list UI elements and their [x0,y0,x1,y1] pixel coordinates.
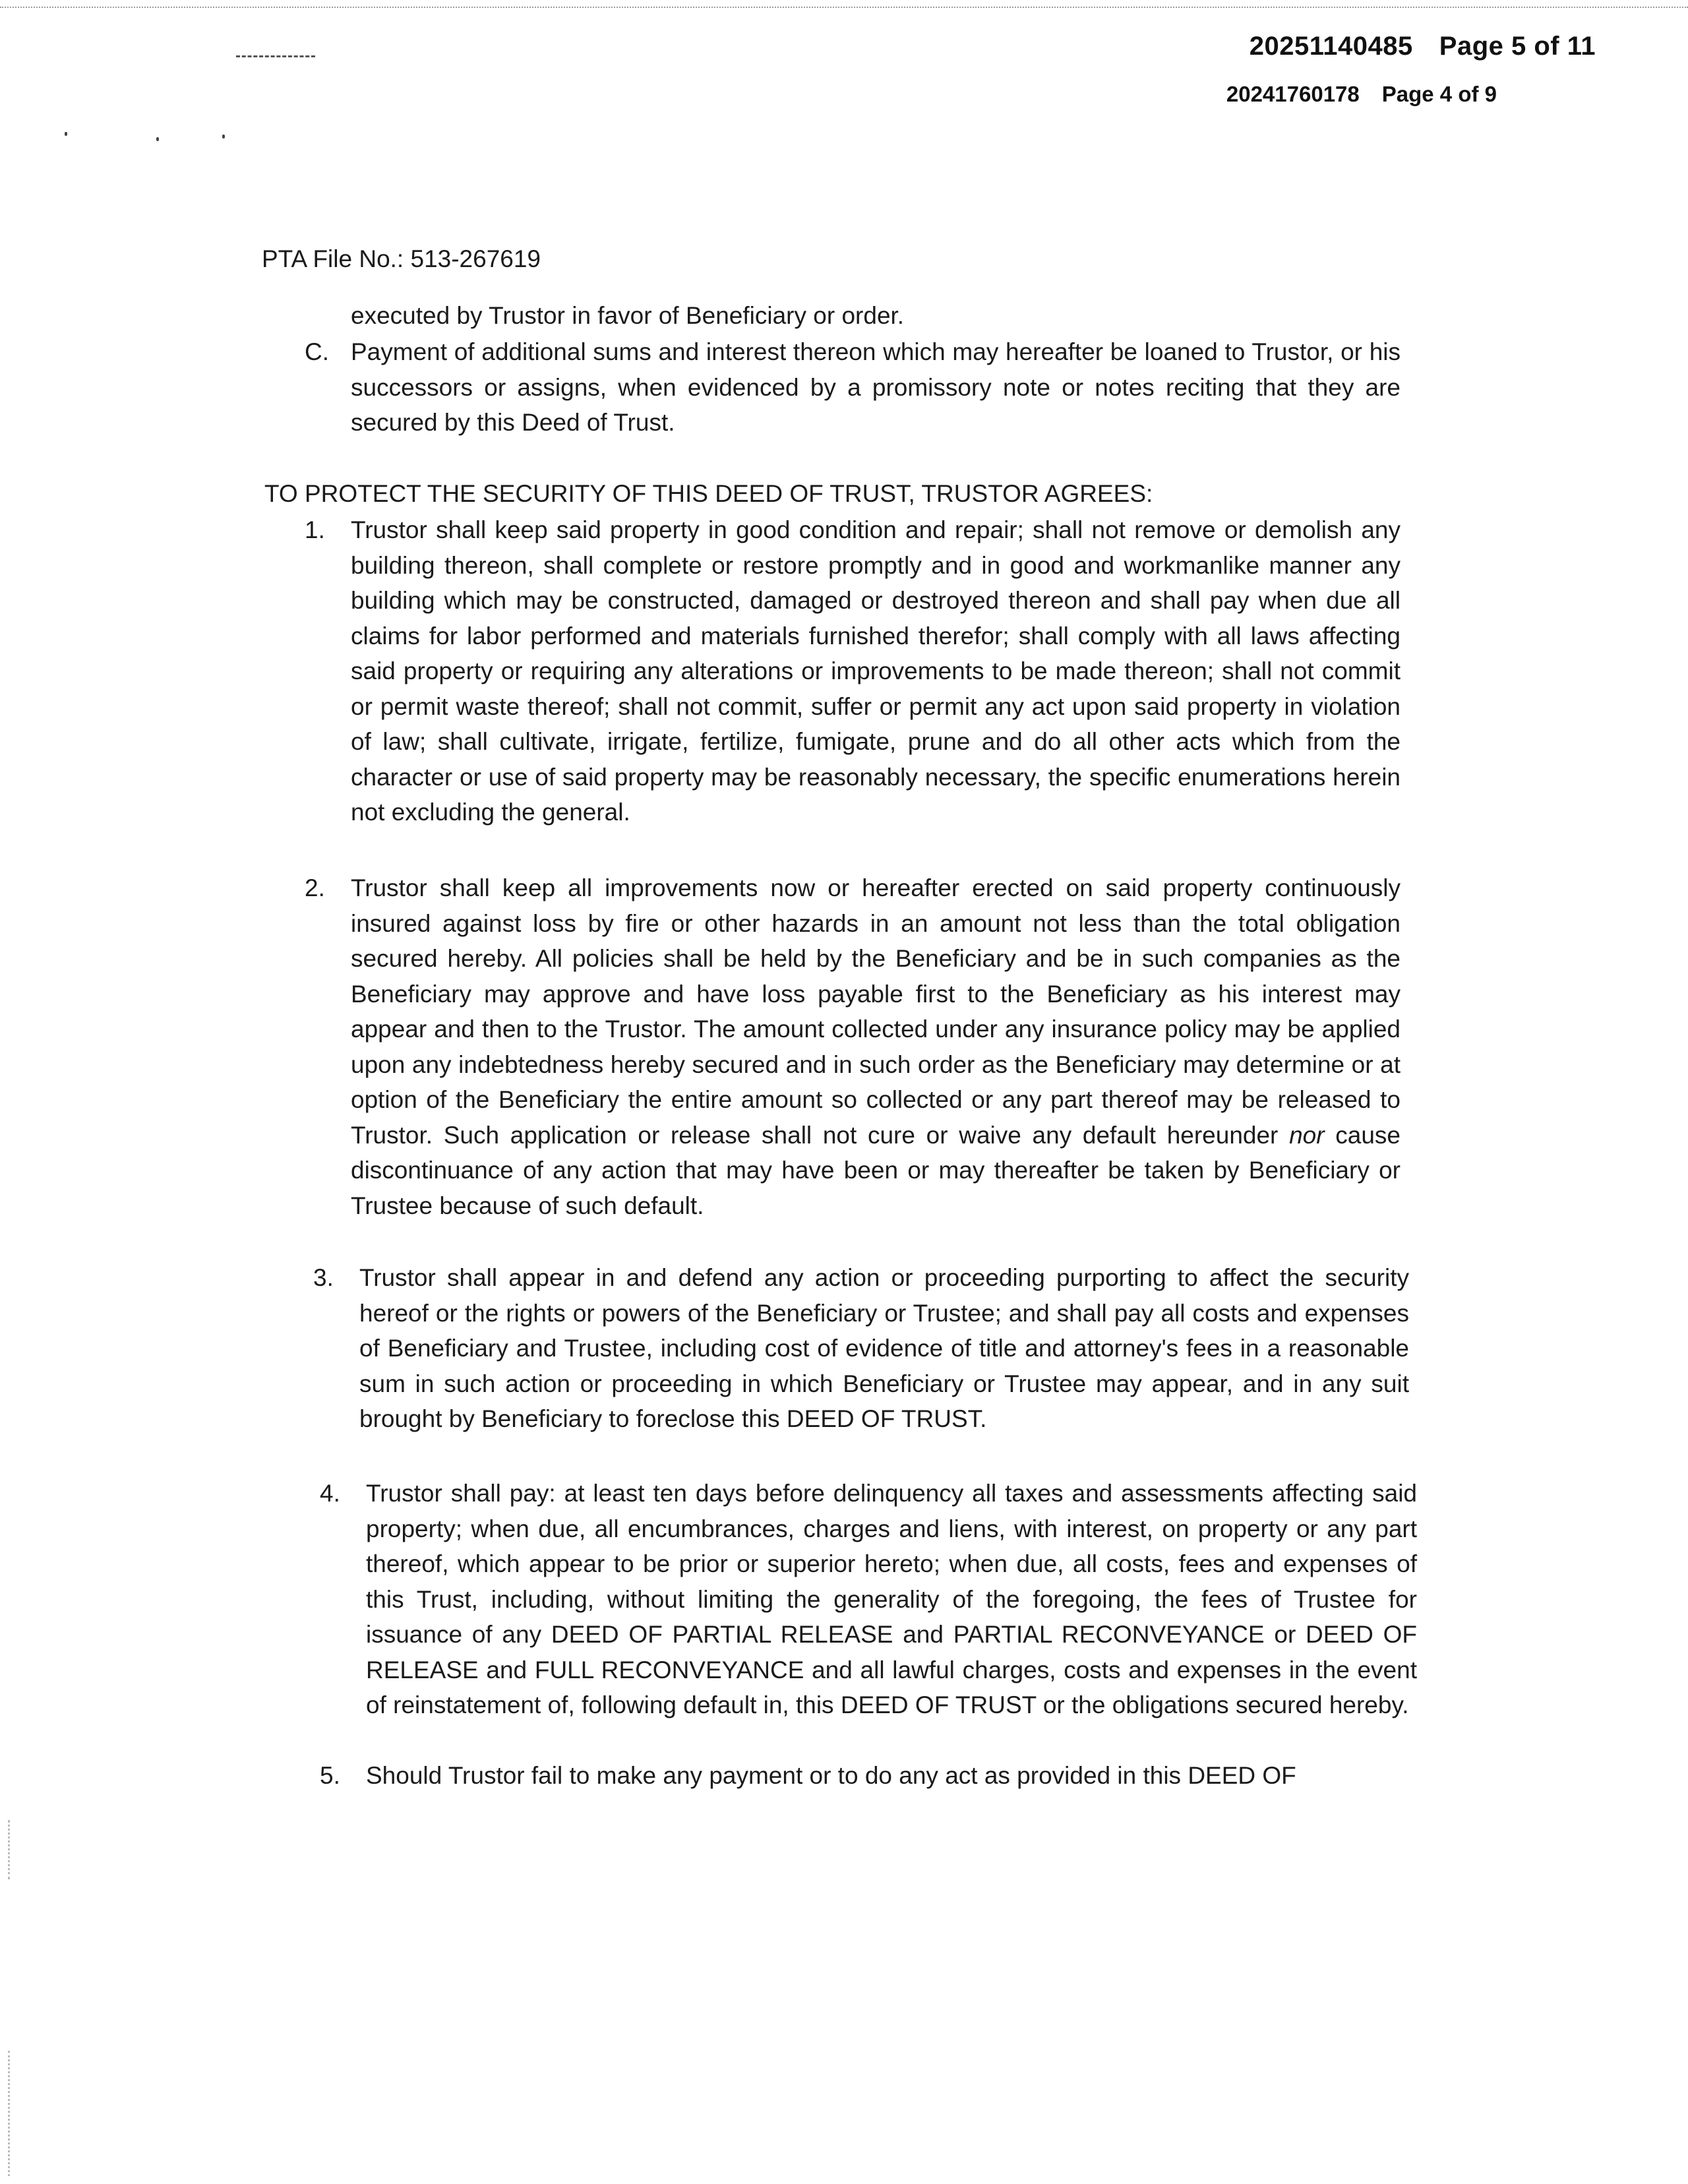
prior-recording-number: 20241760178 [1226,82,1360,106]
file-number: PTA File No.: 513-267619 [262,245,541,272]
prior-recording-page: Page 4 of 9 [1381,82,1497,106]
italic-word: nor [1289,1121,1325,1149]
section-heading: TO PROTECT THE SECURITY OF THIS DEED OF TRUST, TRUSTOR AGREES: [264,480,1153,507]
list-item-4 [320,1476,1417,1723]
list-item-text: Should Trustor fail to make any payment or to do any act as provided in this DEED OF [366,1762,1296,1789]
list-item-text: Trustor shall keep said property in good condition and repair; shall not remove or demolish any building thereon, shall complete or restore promptly and in good and workmanlike manner any building which may be constructed, damaged or destroyed thereon and shall pay when due all claims for labor performed and materials furnished therefor; shall comply with all laws affecting said property or requiring any alterations or improvements to be made thereon; shall not commit or permit waste thereof; shall not commit, suffer or permit any act upon said property in violation of law; shall cultivate, irrigate, fertilize, fumigate, prune and do all other acts which from the character or use of said property may be reasonably necessary, the specific enumerations herein not excluding the general. [351,516,1401,826]
list-item-text: Payment of additional sums and interest thereon which may hereafter be loaned to Trustor, or his successors or assigns, when evidenced by a promissory note or notes reciting that they are secured by this Deed of Trust. [351,338,1401,436]
list-item-text: Trustor shall pay: at least ten days before delinquency all taxes and assessments affecting said property; when due, all encumbrances, charges and liens, with interest, on property or any part thereof, which appear to be prior or superior hereto; when due, all costs, fees and expenses of this Trust, including, without limiting the generality of the foregoing, the fees of Trustee for issuance of any DEED OF PARTIAL RELEASE and PARTIAL RECONVEYANCE or DEED OF RELEASE and FULL RECONVEYANCE and all lawful charges, costs and expenses in the event of reinstatement of, following default in, this DEED OF TRUST or the obligations secured hereby. [366,1480,1417,1718]
list-item-number: 2. [305,874,325,901]
list-item-text [351,870,1401,1223]
recording-number: 20251140485 [1249,32,1413,61]
list-item-5 [320,1758,1417,1794]
intro-line: executed by Trustor in favor of Beneficiary or order. [351,302,905,329]
list-item-number: 5. [320,1762,340,1789]
text-part: Trustor shall keep all improvements now or hereafter erected on said property continuously insured against loss by fire or other hazards in an amount not less than the total obligation secured hereby. All policies shall be held by the Beneficiary and be in such companies as the Beneficiary may approve and have loss payable first to the Beneficiary as his interest may appear and then to the Trustor. The amount collected under any insurance policy may be applied upon any indebtedness hereby secured and in such order as the Beneficiary may determine or at option of the Beneficiary the entire amount so collected or any part thereof may be released to Trustor. Such application or release shall not cure or waive any default hereunder [351,874,1401,1149]
list-item-number: 4. [320,1480,340,1507]
list-item-3 [313,1260,1409,1437]
list-item-2 [305,870,1401,1223]
list-item-number: 3. [313,1264,334,1291]
list-item-1 [305,512,1401,830]
list-item-c [305,334,1401,440]
text-part: cause discontinuance of any action that may have been or may thereafter be taken by Beneficiary or Trustee because of such default. [351,1121,1401,1219]
list-item-label: C. [305,338,329,365]
list-item-text: Trustor shall appear in and defend any action or proceeding purporting to affect the security hereof or the rights or powers of the Beneficiary or Trustee; and shall pay all costs and expenses of Beneficiary and Trustee, including cost of evidence of title and attorney's fees in a reasonable sum in such action or proceeding in which Beneficiary or Trustee may appear, and in any suit brought by Beneficiary to foreclose this DEED OF TRUST. [359,1264,1409,1432]
recording-page: Page 5 of 11 [1439,32,1596,61]
list-item-number: 1. [305,516,325,543]
